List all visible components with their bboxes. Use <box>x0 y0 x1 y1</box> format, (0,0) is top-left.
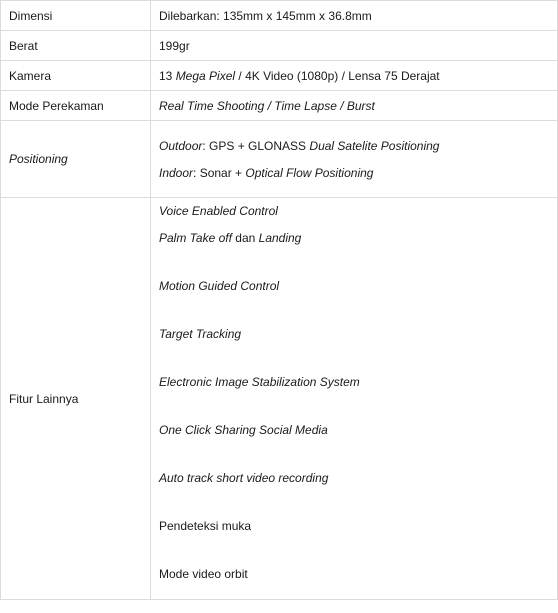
table-row <box>1 31 558 61</box>
feature-item <box>159 423 549 471</box>
value-italic: One Click Sharing Social Media <box>159 423 328 437</box>
feature-item <box>159 375 549 423</box>
value-italic: Electronic Image Stabilization System <box>159 375 360 389</box>
spec-value <box>151 198 558 600</box>
table-row <box>1 121 558 198</box>
spec-label: Kamera <box>1 61 151 91</box>
table-row <box>1 91 558 121</box>
label-italic: Positioning <box>9 152 68 166</box>
spec-label: Fitur Lainnya <box>1 198 151 600</box>
value-italic: Voice Enabled Control <box>159 204 278 218</box>
value-italic: Mega Pixel <box>175 68 236 83</box>
value-text: dan <box>231 231 259 245</box>
spec-value <box>151 91 558 121</box>
value-text: : Sonar + <box>193 165 246 180</box>
feature-item <box>159 204 549 231</box>
feature-item <box>159 327 549 375</box>
feature-item: Mode video orbit <box>159 567 248 581</box>
value-italic: Optical Flow Positioning <box>245 165 374 180</box>
spec-value: 199gr <box>151 31 558 61</box>
positioning-outdoor <box>159 138 549 165</box>
feature-item <box>159 231 549 279</box>
spec-label: Berat <box>1 31 151 61</box>
spec-value: Dilebarkan: 135mm x 145mm x 36.8mm <box>151 1 558 31</box>
feature-item: Pendeteksi muka <box>159 519 252 533</box>
value-italic: Real Time Shooting / Time Lapse / Burst <box>159 98 375 113</box>
value-text: : GPS + GLONASS <box>202 138 310 153</box>
spec-value <box>151 121 558 198</box>
value-italic: Target Tracking <box>159 327 242 341</box>
value-italic: Dual Satelite Positioning <box>309 138 440 153</box>
table-row <box>1 1 558 31</box>
value-text: 13 <box>159 68 176 83</box>
feature-item <box>159 279 549 327</box>
value-italic: Landing <box>258 231 302 245</box>
value-italic: Auto track short video recording <box>159 471 329 485</box>
value-italic: Indoor <box>159 165 194 180</box>
positioning-indoor <box>159 165 549 181</box>
table-row <box>1 198 558 600</box>
spec-label <box>1 121 151 198</box>
value-italic: Motion Guided Control <box>159 279 280 293</box>
value-italic: Outdoor <box>159 138 203 153</box>
spec-label: Dimensi <box>1 1 151 31</box>
spec-value <box>151 61 558 91</box>
value-italic: Palm Take off <box>159 231 232 245</box>
value-text: / 4K Video (1080p) / Lensa 75 Derajat <box>235 68 440 83</box>
spec-label: Mode Perekaman <box>1 91 151 121</box>
table-row <box>1 61 558 91</box>
feature-item <box>159 471 549 519</box>
